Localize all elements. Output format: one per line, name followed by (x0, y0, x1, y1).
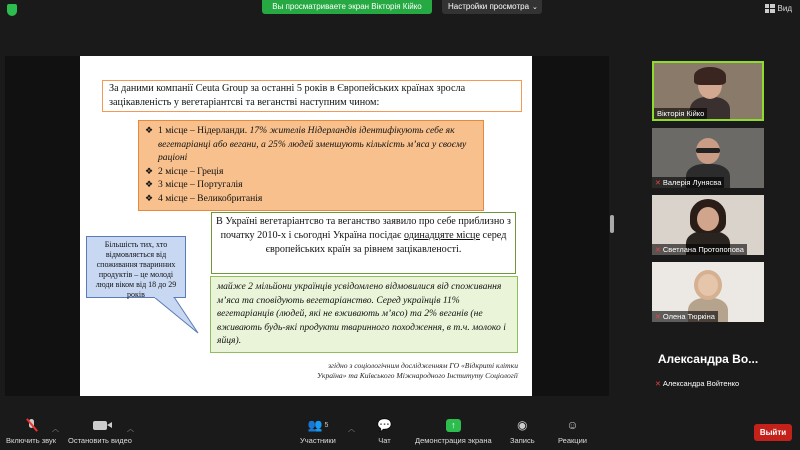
diamond-bullet-icon: ❖ (145, 192, 154, 203)
participant-name: Вікторія Кійко (654, 108, 707, 119)
record-label: Запись (510, 436, 535, 445)
participant-display-name: Александра Во... (657, 352, 759, 366)
ranking-item-text: 2 місце – Греція (158, 165, 224, 177)
age-callout: Більшість тих, хто відмовляється від споживання тваринних продуктів – це молоді люди віком від 18 до 29 років (86, 236, 186, 298)
footnote-line: згідно з соціологічним дослідженням ГО «Відкриті клітки (328, 361, 518, 370)
ukraine-text-part: серед європейських країн за рівнем зацікавленості. (265, 230, 507, 255)
view-button[interactable] (765, 4, 792, 13)
split-divider-handle[interactable] (610, 215, 614, 233)
presentation-slide (80, 56, 532, 396)
unmute-button[interactable] (6, 417, 56, 445)
participants-label: Участники (300, 436, 336, 445)
reactions-button[interactable] (558, 417, 587, 445)
chevron-up-icon[interactable]: ︿ (52, 426, 59, 433)
ranking-item (145, 165, 477, 179)
ukraine-text-box (211, 212, 516, 274)
chevron-up-icon[interactable]: ︿ (127, 426, 134, 433)
participants-count: 5 (324, 421, 329, 429)
ukraine-rank: одинадцяте місце (403, 230, 480, 241)
record-icon: ◉ (517, 418, 528, 432)
stop-video-button[interactable] (68, 417, 132, 445)
ranking-item-text: 1 місце – Нідерланди. (158, 125, 250, 136)
view-options-dropdown[interactable] (442, 0, 542, 14)
callout-pointer (140, 297, 200, 337)
chevron-down-icon: ⌄ (532, 4, 538, 11)
stop-video-label: Остановить видео (68, 436, 132, 445)
ranking-item-text: 4 місце – Великобританія (158, 192, 263, 204)
muted-mic-icon: ✕ (655, 313, 661, 321)
participant-name: ✕ Олена Тюркіна (652, 311, 718, 322)
participant-tile[interactable] (652, 262, 764, 322)
view-options-label: Настройки просмотра (448, 2, 530, 11)
participant-name: ✕ Валерія Лунясва (652, 177, 724, 188)
grid-view-icon (765, 4, 775, 13)
muted-mic-icon: ✕ (655, 380, 661, 388)
ranking-list-box (138, 120, 484, 211)
unmute-label: Включить звук (6, 436, 57, 445)
participant-tile[interactable] (652, 128, 764, 188)
meeting-controls-bar (0, 412, 800, 450)
security-shield-icon[interactable] (7, 4, 17, 16)
share-screen-button[interactable] (415, 417, 492, 445)
participant-gallery (648, 56, 800, 396)
ranking-item (145, 178, 477, 192)
chat-bubble-icon: 💬 (377, 418, 392, 432)
reaction-smiley-icon: ☺ (566, 418, 579, 432)
diamond-bullet-icon: ❖ (145, 165, 154, 176)
muted-mic-icon: ✕ (655, 179, 661, 187)
record-button[interactable] (510, 417, 535, 445)
ranking-item (145, 124, 477, 165)
diamond-bullet-icon: ❖ (145, 125, 154, 135)
diamond-bullet-icon: ❖ (145, 179, 154, 189)
reactions-label: Реакции (558, 436, 587, 445)
chevron-up-icon[interactable]: ︿ (348, 426, 355, 433)
video-camera-icon (93, 421, 107, 430)
intro-text-box: За даними компанії Ceuta Group за останні 5 років в Європейських країнах зросла зацікавленість у вегетаріантсві та веганстві наступним чином: (102, 80, 522, 112)
ukraine-text-part: В Україні вегетаріантсво та веганство заявило про себе приблизно з початку 2010-х і сьогодні Україна посідає (216, 216, 511, 241)
share-screen-label: Демонстрация экрана (415, 436, 492, 445)
stats-text-box: майже 2 мільйони українців усвідомлено відмовилися від споживання м’яса та сповідують вегетаріанство. Серед українців 11% вегетаріанців (людей, які не вживають м’ясо) та 2% веганів (не вживають будь-які продукти тваринного походження, в т.ч. молоко і яйця). (210, 276, 518, 353)
sharing-banner: Вы просматриваете экран Вікторія Кійко (262, 0, 432, 14)
chat-button[interactable] (377, 417, 392, 445)
participants-button[interactable] (300, 417, 336, 445)
footnote-line: Україна» та Київського Міжнародного Інституту Соціології (316, 371, 518, 380)
muted-mic-icon (26, 419, 36, 432)
source-footnote (278, 361, 518, 381)
muted-mic-icon: ✕ (655, 246, 661, 254)
participant-tile[interactable] (652, 61, 764, 121)
participants-icon: 👥 (307, 418, 323, 432)
view-label: Вид (777, 4, 792, 13)
leave-meeting-button[interactable]: Выйти (754, 424, 792, 441)
share-screen-icon: ↑ (446, 419, 461, 432)
participant-tile[interactable] (652, 329, 764, 389)
participant-tile[interactable] (652, 195, 764, 255)
ranking-item-text: 3 місце – Португалія (158, 179, 243, 190)
participant-name: ✕ Александра Войтенко (655, 379, 740, 388)
top-bar (0, 0, 800, 20)
chat-label: Чат (378, 436, 391, 445)
participant-name: ✕ Светлана Протопопова (652, 244, 747, 255)
ranking-item-note: 17% жителів Нідерландів ідентифікують себе як вегетаріанці або вегани, а 25% людей зменшують кількість м’яса у своєму раціоні (158, 125, 467, 163)
ranking-item (145, 192, 477, 206)
